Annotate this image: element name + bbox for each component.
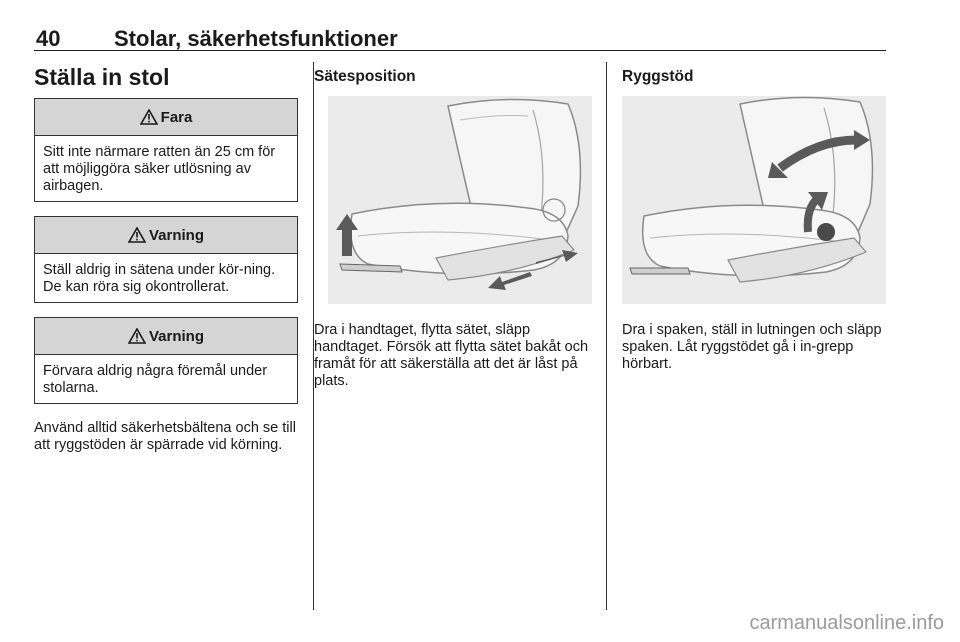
seatbelt-note: Använd alltid säkerhetsbältena och se till att ryggstöden är spärrade vid körning. bbox=[34, 420, 296, 453]
warning-header bbox=[35, 217, 297, 254]
running-title: Stolar, säkerhetsfunktioner bbox=[114, 26, 398, 51]
warning-label: Varning bbox=[148, 226, 204, 244]
warning-triangle-icon bbox=[140, 109, 158, 125]
warning-label: Varning bbox=[148, 327, 204, 345]
warning-header bbox=[35, 318, 297, 355]
header-rule bbox=[34, 50, 886, 51]
warning-text: Ställ aldrig in sätena under kör‑ning. De kan röra sig okontrollerat. bbox=[43, 262, 276, 295]
seat-position-heading: Sätesposition bbox=[314, 68, 416, 85]
seat-position-text: Dra i handtaget, flytta sätet, släpp handtaget. Försök att flytta sätet bakåt och framåt för att säkerställa att det är låst på plats. bbox=[314, 322, 589, 389]
watermark: carmanualsonline.info bbox=[749, 612, 944, 634]
warning-triangle-icon bbox=[128, 227, 146, 243]
warning-label: Fara bbox=[160, 108, 193, 126]
page-header bbox=[34, 12, 886, 52]
column-divider-2 bbox=[606, 62, 607, 610]
warning-text: Sitt inte närmare ratten än 25 cm för att möjliggöra säker utlösning av airbagen. bbox=[43, 144, 276, 194]
seat-position-illustration bbox=[328, 96, 592, 304]
warning-header bbox=[35, 99, 297, 136]
backrest-text: Dra i spaken, ställ in lutningen och släpp spaken. Låt ryggstödet gå i in‑grepp hörbart. bbox=[622, 322, 882, 372]
backrest-illustration bbox=[622, 96, 886, 304]
warning-triangle-icon bbox=[128, 328, 146, 344]
warning-box-caution-1 bbox=[34, 216, 298, 303]
page-number: 40 bbox=[36, 26, 61, 51]
warning-box-danger bbox=[34, 98, 298, 202]
backrest-heading: Ryggstöd bbox=[622, 68, 694, 85]
section-title: Ställa in stol bbox=[34, 64, 170, 90]
warning-box-caution-2 bbox=[34, 317, 298, 404]
warning-text: Förvara aldrig några föremål under stolarna. bbox=[43, 363, 268, 396]
